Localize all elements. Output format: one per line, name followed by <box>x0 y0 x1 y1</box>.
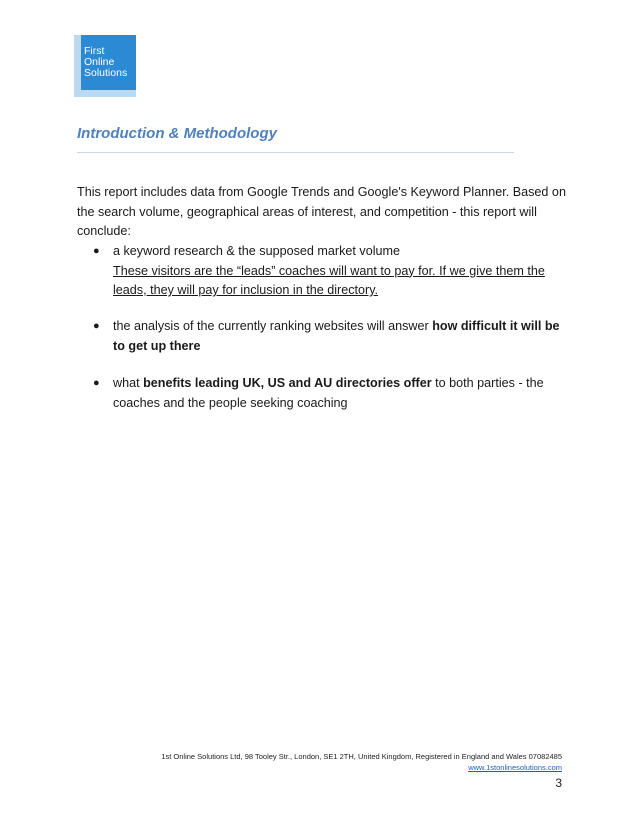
logo-line-2: Online <box>84 56 115 68</box>
footer-company-info: 1st Online Solutions Ltd, 98 Tooley Str., London, SE1 2TH, United Kingdom, Registered in England and Wales 07082485 <box>161 752 562 761</box>
footer-website-link[interactable]: www.1stonlinesolutions.com <box>468 763 562 772</box>
list-item-directory-benefits <box>77 374 567 413</box>
section-heading: Introduction & Methodology <box>77 125 277 142</box>
bullet-icon: ● <box>93 245 100 257</box>
list-item-text-continued: to both parties - the coaches and the people seeking coaching <box>113 376 544 410</box>
list-item-emphasis: how difficult it will be to get up there <box>113 319 560 353</box>
conclusion-list <box>77 242 567 413</box>
page-number: 3 <box>555 776 562 790</box>
logo-line-1: First <box>84 45 105 57</box>
company-logo <box>74 22 136 100</box>
list-item-text: what <box>113 376 144 390</box>
logo-line-3: Solutions <box>84 67 128 79</box>
list-item-emphasis: benefits leading UK, US and AU directories offer <box>143 376 432 390</box>
list-item-ranking-analysis <box>77 317 567 357</box>
bullet-icon: ● <box>93 320 100 332</box>
intro-paragraph: This report includes data from Google Trends and Google's Keyword Planner. Based on the search volume, geographical areas of interest, and competition - this report will conclude: <box>77 185 566 238</box>
bullet-icon: ● <box>93 377 100 389</box>
list-item-keyword-research <box>77 242 567 300</box>
heading-divider <box>77 152 514 153</box>
list-item-text: a keyword research & the supposed market volume <box>113 244 400 258</box>
list-item-note: These visitors are the “leads” coaches will want to pay for. If we give them the leads, they will pay for inclusion in the directory. <box>113 263 545 297</box>
list-item-text: the analysis of the currently ranking websites will answer <box>113 319 433 333</box>
logo-text <box>84 46 144 79</box>
